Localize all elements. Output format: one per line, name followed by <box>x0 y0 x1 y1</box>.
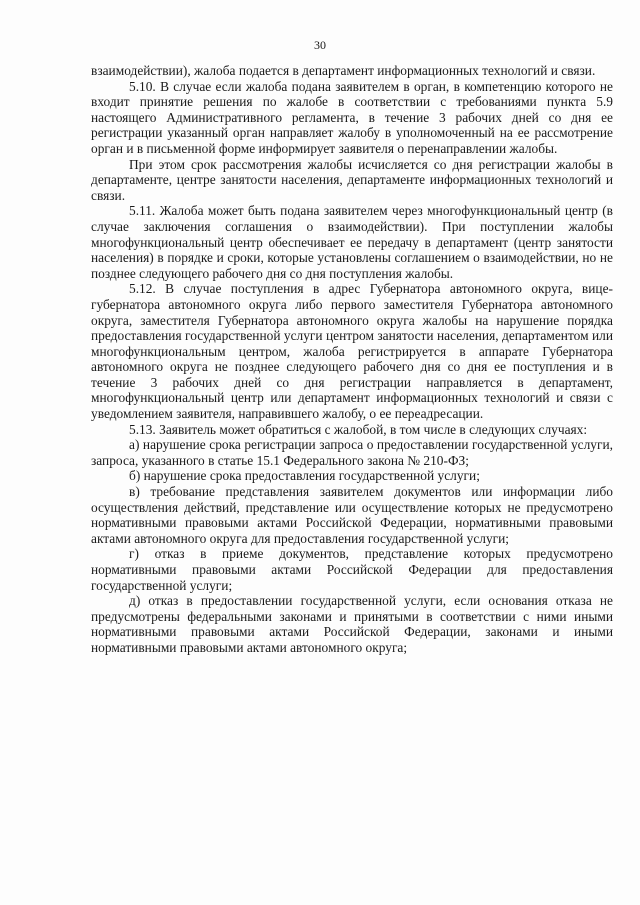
page-number: 30 <box>314 38 326 52</box>
paragraph-continuation: взаимодействии), жалоба подается в департамент информационных технологий и связи. <box>91 63 596 78</box>
list-item-g: г) отказ в приеме документов, представление которых предусмотрено нормативными правовыми актами Российской Федерации для предоставления государственной услуги; <box>91 546 613 593</box>
paragraph-5-12: 5.12. В случае поступления в адрес Губернатора автономного округа, вице-губернатора автономного округа либо первого заместителя Губернатора автономного округа, заместителя Губернатора автономного округа жалобы на нарушение порядка предоставления государственной услуги центром занятости населения, департаментом или многофункциональным центром, жалоба регистрируется в аппарате Губернатора автономного округа не позднее следующего рабочего дня со дня ее поступления и в течение 3 рабочих дней со дня регистрации направляется в департамент, многофункциональный центр или департамент информационных технологий и связи с уведомлением заявителя, направившего жалобу, о ее переадресации. <box>91 281 613 422</box>
list-item-a: а) нарушение срока регистрации запроса о предоставлении государственной услуги, запроса, указанного в статье 15.1 Федерального закона № 210-ФЗ; <box>91 437 613 468</box>
list-item-b: б) нарушение срока предоставления государственной услуги; <box>129 468 480 484</box>
document-body <box>91 63 613 656</box>
list-item-d: д) отказ в предоставлении государственной услуги, если основания отказа не предусмотрены федеральными законами и принятыми в соответствии с ними иными нормативными правовыми актами Российской Федерации, законами и иными нормативными правовыми актами автономного округа; <box>91 593 613 655</box>
paragraph-5-13: 5.13. Заявитель может обратиться с жалобой, в том числе в следующих случаях: <box>129 421 588 437</box>
paragraph-5-11: 5.11. Жалоба может быть подана заявителем через многофункциональный центр (в случае заключения соглашения о взаимодействии). При поступлении жалобы многофункциональный центр обеспечивает ее передачу в департамент (центр занятости населения) в порядке и сроки, которые установлены соглашением о взаимодействии, но не позднее следующего рабочего дня со дня поступления жалобы. <box>91 203 613 281</box>
list-item-v: в) требование представления заявителем документов или информации либо осуществления действий, представление или осуществление которых не предусмотрено нормативными правовыми актами Российской Федерации, нормативными правовыми актами автономного округа для предоставления государственной услуги; <box>91 484 613 546</box>
paragraph-5-10: 5.10. В случае если жалоба подана заявителем в орган, в компетенцию которого не входит принятие решения по жалобе в соответствии с требованиями пункта 5.9 настоящего Административного регламента, в течение 3 рабочих дней со дня ее регистрации указанный орган направляет жалобу в уполномоченный на ее рассмотрение орган и в письменной форме информирует заявителя о перенаправлении жалобы. <box>91 78 613 156</box>
paragraph-review-period: При этом срок рассмотрения жалобы исчисляется со дня регистрации жалобы в департаменте, центре занятости населения, департаменте информационных технологий и связи. <box>91 156 613 203</box>
